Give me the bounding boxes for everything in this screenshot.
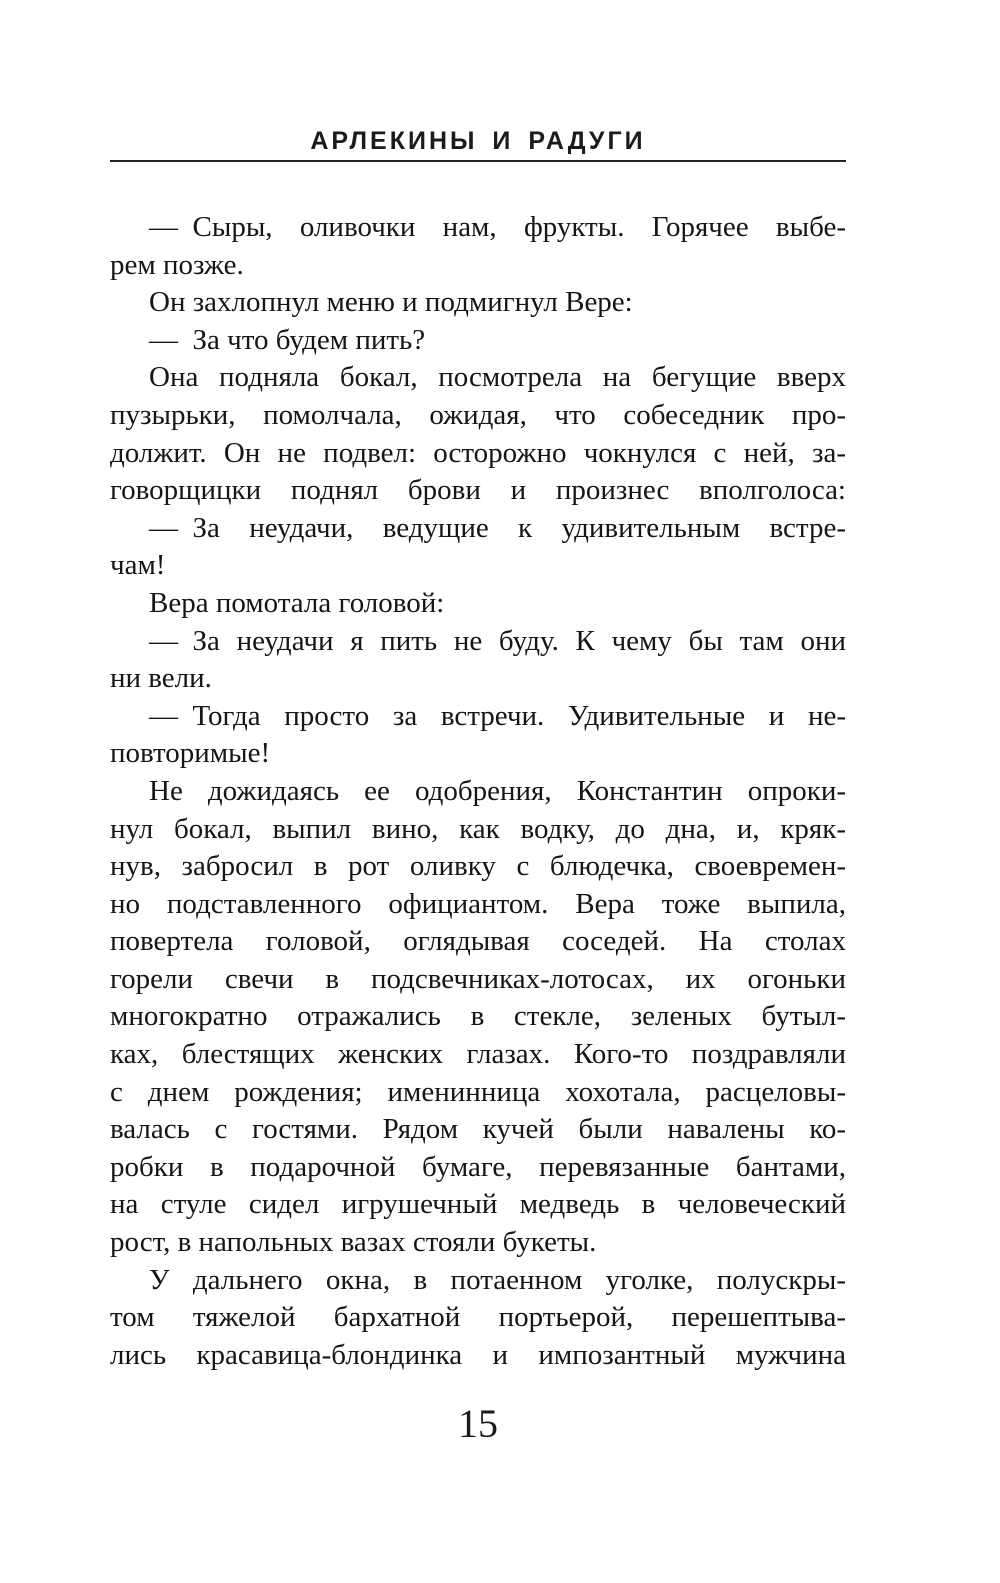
text-line: — За неудачи, ведущие к удивительным встре- (149, 511, 846, 544)
text-line: Она подняла бокал, посмотрела на бегущие вверх (149, 361, 846, 394)
paragraph (110, 698, 846, 773)
running-head: АРЛЕКИНЫ И РАДУГИ (310, 127, 646, 155)
text-line: Вера помотала головой: (149, 586, 445, 619)
paragraph (110, 284, 846, 322)
page-number: 15 (458, 1401, 498, 1446)
text-line: Не дожидаясь ее одобрения, Константин опроки- (149, 774, 846, 807)
text-line: чам! (110, 549, 166, 582)
text-line: лись красавица-блондинка и импозантный мужчина (110, 1338, 846, 1371)
header-rule (110, 160, 846, 162)
text-line: Он захлопнул меню и подмигнул Вере: (149, 286, 633, 319)
text-line: нул бокал, выпил вино, как водку, до дна, и, кряк- (110, 812, 846, 845)
text-line: должит. Он не подвел: осторожно чокнулся с ней, за- (110, 436, 846, 469)
text-line: многократно отражались в стекле, зеленых бутыл- (110, 1000, 846, 1033)
text-line: — За что будем пить? (149, 323, 426, 356)
text-line: ни вели. (110, 662, 212, 695)
text-line: том тяжелой бархатной портьерой, перешептыва- (110, 1301, 846, 1334)
paragraph (110, 623, 846, 698)
text-line: говорщицки поднял брови и произнес вполголоса: (110, 474, 846, 507)
text-line: на стуле сидел игрушечный медведь в человеческий (110, 1188, 846, 1221)
text-line: — Сыры, оливочки нам, фрукты. Горячее выбе- (149, 211, 846, 243)
text-line: У дальнего окна, в потаенном уголке, полускры- (149, 1263, 846, 1296)
text-line: — За неудачи я пить не буду. К чему бы там они (149, 624, 846, 657)
paragraph (110, 322, 846, 360)
text-line: нув, забросил в рот оливку с блюдечка, своевремен- (110, 850, 846, 883)
text-line: с днем рождения; именинница хохотала, расцеловы- (110, 1075, 846, 1108)
text-line: но подставленного официантом. Вера тоже выпила, (110, 887, 846, 920)
page-body-text (110, 209, 846, 1374)
paragraph (110, 773, 846, 1262)
text-line: валась с гостями. Рядом кучей были навалены ко- (110, 1113, 846, 1146)
paragraph (110, 209, 846, 284)
text-line: повертела головой, оглядывая соседей. На столах (110, 925, 846, 958)
paragraph (110, 585, 846, 623)
paragraph (110, 510, 846, 585)
text-line: рем позже. (110, 248, 244, 281)
paragraph (110, 1262, 846, 1375)
text-line: робки в подарочной бумаге, перевязанные бантами, (110, 1150, 846, 1183)
text-line: рост, в напольных вазах стояли букеты. (110, 1226, 597, 1259)
paragraph (110, 359, 846, 509)
text-line: ках, блестящих женских глазах. Кого-то поздравляли (110, 1038, 846, 1071)
text-line: пузырьки, помолчала, ожидая, что собеседник про- (110, 398, 846, 431)
text-line: повторимые! (110, 737, 271, 770)
text-line: — Тогда просто за встречи. Удивительные и не- (149, 699, 846, 732)
text-line: горели свечи в подсвечниках-лотосах, их огоньки (110, 962, 846, 995)
